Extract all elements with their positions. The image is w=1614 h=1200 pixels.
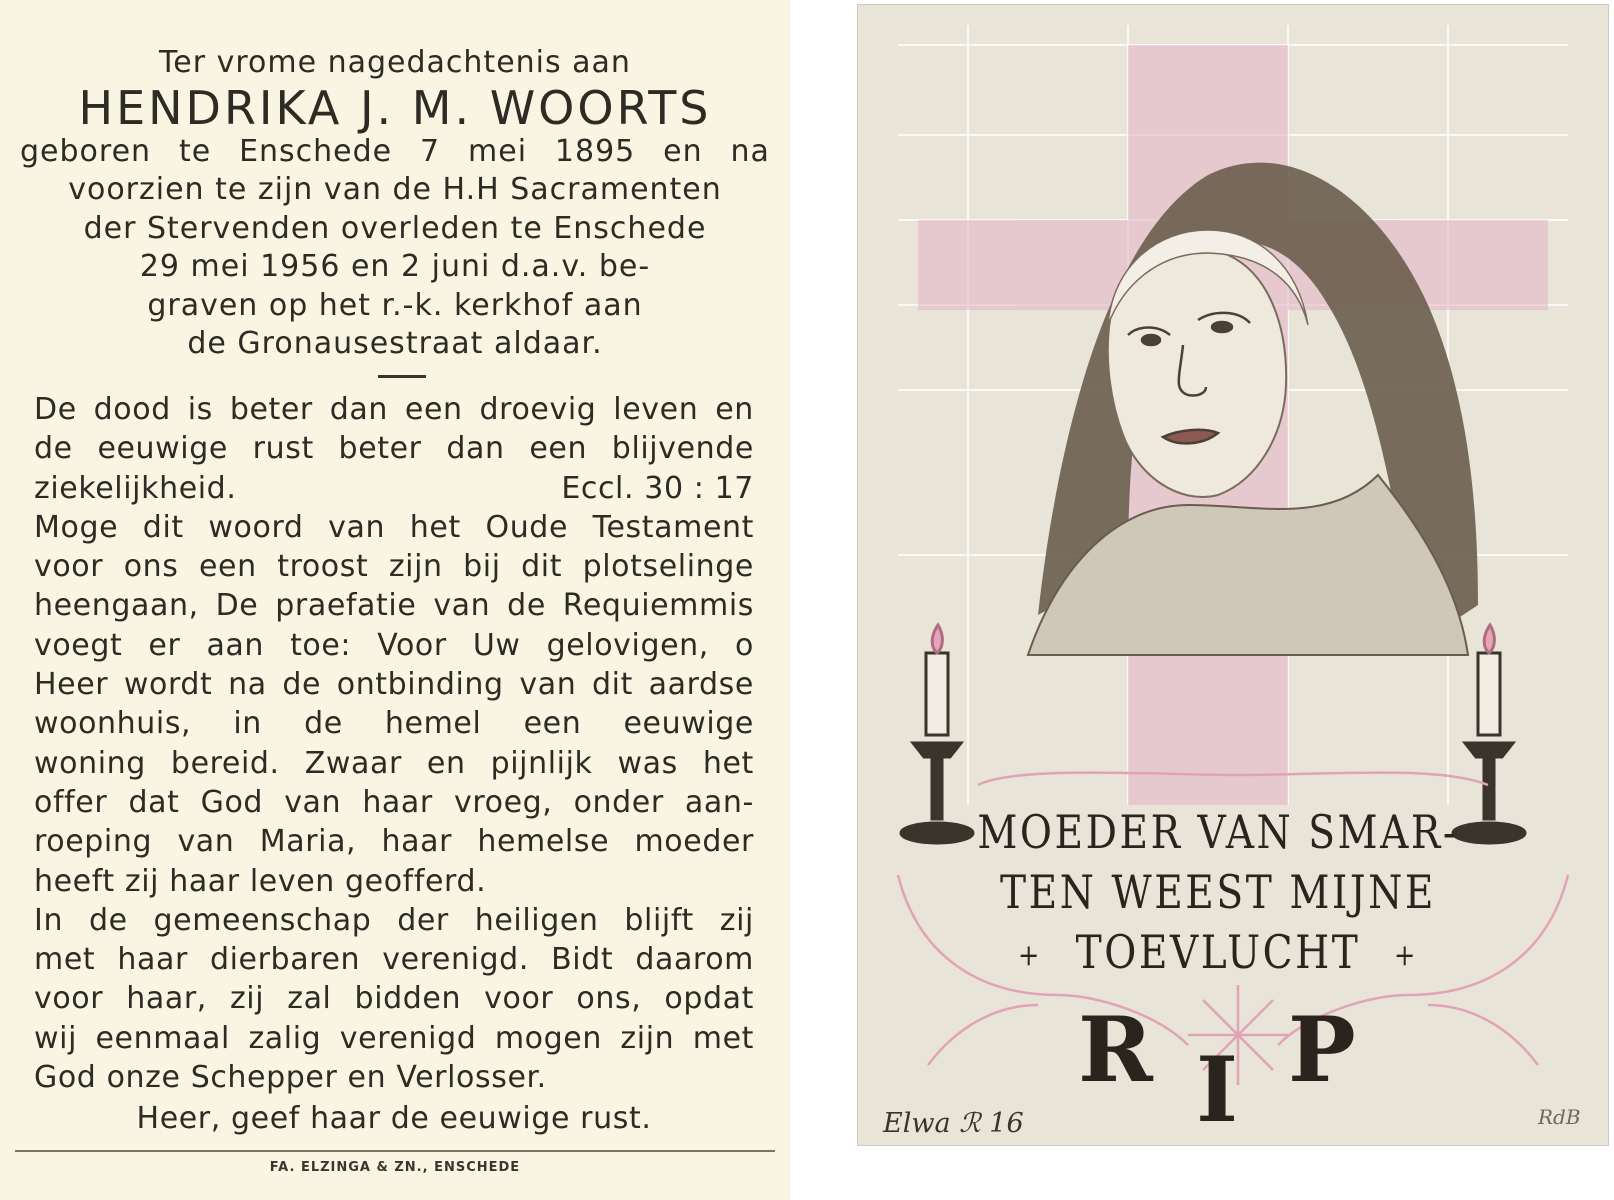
body-word: dood: [93, 392, 171, 427]
memorial-scripture-text: [34, 390, 754, 1139]
body-word: bereid.: [170, 745, 280, 781]
body-word: het: [702, 745, 754, 781]
publisher-code: Elwa ℛ 16: [883, 1108, 1024, 1139]
devotional-picture-card: [857, 4, 1609, 1146]
body-word: zij: [229, 981, 265, 1017]
body-word: haar: [362, 784, 433, 820]
birth-death-details: [20, 133, 770, 364]
body-word: blijvende: [611, 431, 754, 467]
body-word: plotselinge: [582, 549, 754, 585]
body-word: van: [177, 824, 235, 860]
body-word: Eccl. 30 : 17: [561, 470, 754, 506]
body-line: [34, 390, 754, 429]
body-word: dit: [592, 667, 633, 703]
body-word: het: [409, 509, 461, 545]
header-word: en: [663, 133, 703, 169]
closing-prayer: Heer, geef haar de eeuwige rust.: [136, 1101, 652, 1137]
body-word: dit: [142, 509, 184, 545]
body-word: zij: [719, 902, 754, 938]
body-line: [34, 822, 754, 861]
body-word: toe:: [290, 627, 352, 663]
body-line: [34, 1019, 754, 1058]
body-line: [34, 586, 754, 625]
header-word: te: [178, 133, 212, 169]
body-word: Zwaar: [304, 745, 402, 781]
motto-line-3: [963, 922, 1473, 986]
body-word: voor: [34, 549, 104, 585]
body-line: [34, 508, 754, 547]
body-word: rust: [252, 431, 314, 467]
body-word: troost: [277, 549, 369, 585]
body-word: zijn: [620, 1020, 675, 1056]
body-word: dan: [329, 392, 389, 427]
body-word: heiligen: [474, 902, 599, 938]
body-word: offer: [34, 784, 108, 820]
body-word: onder: [573, 784, 664, 820]
body-word: blijft: [624, 902, 694, 938]
memorial-intro: Ter vrome nagedachtenis aan: [159, 45, 631, 80]
body-word: aardse: [648, 667, 754, 703]
body-word: de: [282, 667, 322, 703]
body-word: en: [426, 745, 466, 781]
body-word: dat: [128, 784, 180, 820]
body-word: dan: [446, 431, 505, 467]
body-word: bidden: [354, 981, 462, 1017]
body-word: o: [734, 627, 754, 663]
section-divider: [378, 375, 426, 378]
body-line: [34, 704, 754, 743]
body-word: wij: [34, 1020, 78, 1056]
cross-icon: +: [1394, 938, 1418, 973]
body-word: hemelse: [477, 824, 610, 860]
motto-inscription: [918, 802, 1518, 986]
body-word: woord: [208, 509, 304, 545]
body-word: na: [228, 667, 267, 703]
body-word: zalig: [248, 1020, 322, 1056]
body-word: Heer: [34, 667, 109, 703]
rip-letter-p: P: [1288, 997, 1356, 1103]
body-word: dierbaren: [209, 942, 361, 978]
body-line: [34, 626, 754, 665]
body-text: heeft zij haar leven geofferd.: [34, 863, 487, 899]
body-word: mogen: [494, 1020, 602, 1056]
header-line: [20, 133, 770, 172]
body-word: verenigd: [339, 1020, 477, 1056]
body-line: [34, 547, 754, 586]
body-line: [34, 862, 754, 901]
header-text: graven op het r.-k. kerkhof aan: [147, 287, 643, 323]
body-word: van: [519, 667, 577, 703]
body-word: de: [507, 588, 546, 624]
body-word: zal: [287, 981, 332, 1017]
header-word: na: [730, 133, 770, 169]
body-line: [34, 901, 754, 940]
body-word: De: [215, 588, 259, 624]
body-word: wordt: [123, 667, 213, 703]
artist-signature: RdB: [1538, 1105, 1581, 1129]
body-word: aan: [206, 627, 265, 663]
body-word: daarom: [635, 942, 754, 978]
body-word: Bidt: [551, 942, 614, 978]
header-text: de Gronausestraat aldaar.: [187, 326, 603, 361]
header-word: 1895: [554, 133, 636, 169]
body-word: ontbinding: [336, 667, 504, 703]
body-word: gemeenschap: [153, 902, 372, 938]
body-word: Maria,: [259, 824, 357, 860]
header-line: [20, 287, 770, 326]
body-line: [34, 979, 754, 1018]
header-word: geboren: [20, 133, 152, 169]
body-word: beter: [229, 392, 313, 427]
body-word: een: [529, 431, 588, 467]
header-text: 29 mei 1956 en 2 juni d.a.v. be-: [139, 249, 651, 284]
body-word: met: [34, 942, 96, 978]
body-word: roeping: [34, 824, 153, 860]
body-line: [34, 665, 754, 704]
body-word: eeuwige: [97, 431, 228, 467]
body-word: praefatie: [275, 588, 417, 624]
body-word: ons,: [576, 981, 642, 1017]
body-word: haar,: [126, 981, 207, 1017]
header-text: voorzien te zijn van de H.H Sacramenten: [68, 172, 722, 207]
body-word: was: [617, 745, 678, 781]
body-word: in: [233, 706, 262, 742]
body-line: [34, 783, 754, 822]
header-line: [20, 171, 770, 210]
body-word: een: [523, 706, 582, 742]
body-word: een: [404, 392, 463, 427]
footer-rule: [15, 1150, 775, 1152]
body-word: moeder: [634, 824, 754, 860]
body-word: zijn: [388, 549, 443, 585]
body-word: er: [148, 627, 181, 663]
body-word: hemel: [384, 706, 482, 742]
body-word: eenmaal: [95, 1020, 230, 1056]
body-line: [34, 469, 754, 508]
body-word: de: [88, 902, 128, 938]
body-word: Moge: [34, 509, 119, 545]
body-word: met: [692, 1020, 754, 1056]
header-word: 7: [420, 133, 441, 169]
body-word: is: [187, 392, 213, 427]
cross-icon: +: [1018, 938, 1042, 973]
body-word: der: [397, 902, 449, 938]
body-word: Requiemmis: [562, 588, 754, 624]
body-text: God onze Schepper en Verlosser.: [34, 1060, 547, 1096]
body-word: Oude: [485, 509, 569, 545]
body-word: haar: [381, 824, 453, 860]
body-word: In: [34, 902, 64, 938]
memorial-text-card: [0, 0, 790, 1200]
body-line: [34, 1058, 754, 1097]
body-word: voegt: [34, 627, 123, 663]
body-paragraph: [34, 390, 754, 1097]
body-word: heengaan,: [34, 588, 199, 624]
rip-letter-i: I: [1196, 1037, 1239, 1143]
body-word: gelovigen,: [546, 627, 709, 663]
body-word: aan-: [684, 784, 754, 820]
printer-credit: FA. ELZINGA & ZN., ENSCHEDE: [269, 1160, 521, 1175]
body-word: de: [304, 706, 343, 742]
memorial-header: [20, 44, 770, 364]
body-line: [34, 744, 754, 783]
body-word: haar: [117, 942, 188, 978]
motto-line-2: TEN WEEST MIJNE: [1000, 865, 1436, 919]
body-word: woonhuis,: [34, 706, 192, 742]
body-word: pijnlijk: [490, 745, 593, 781]
body-word: van: [284, 784, 342, 820]
body-word: een: [198, 549, 257, 585]
motto-refuge-word: TOEVLUCHT: [1075, 925, 1361, 979]
header-word: mei: [468, 133, 528, 169]
body-word: opdat: [664, 981, 754, 1017]
body-word: Voor: [377, 627, 447, 663]
body-word: dit: [521, 549, 563, 585]
body-word: verenigd.: [382, 942, 529, 978]
body-word: van: [433, 588, 491, 624]
body-word: voor: [34, 981, 104, 1017]
body-line: [34, 429, 754, 468]
body-word: bij: [463, 549, 501, 585]
body-line: [34, 940, 754, 979]
body-word: beter: [338, 431, 422, 467]
body-word: voor: [484, 981, 554, 1017]
body-word: ziekelijkheid.: [34, 470, 237, 506]
body-word: van: [328, 509, 386, 545]
body-word: woning: [34, 745, 146, 781]
body-word: vroeg,: [453, 784, 553, 820]
body-word: De: [34, 392, 77, 427]
header-text: der Stervenden overleden te Enschede: [83, 210, 707, 246]
rip-letter-r: R: [1078, 997, 1153, 1103]
body-word: en: [715, 392, 754, 427]
body-word: eeuwige: [623, 706, 754, 742]
body-word: leven: [613, 392, 699, 427]
body-word: Testament: [592, 509, 754, 545]
body-word: de: [34, 431, 73, 467]
header-line: [20, 210, 770, 249]
header-word: Enschede: [239, 133, 393, 169]
body-word: ons: [123, 549, 179, 585]
body-word: God: [200, 784, 264, 820]
motto-line-1: MOEDER VAN SMAR-: [977, 805, 1459, 859]
deceased-name: HENDRIKA J. M. WOORTS: [78, 80, 712, 135]
body-word: droevig: [479, 392, 597, 427]
body-word: Uw: [472, 627, 521, 663]
header-line: [20, 325, 770, 364]
header-line: [20, 248, 770, 287]
